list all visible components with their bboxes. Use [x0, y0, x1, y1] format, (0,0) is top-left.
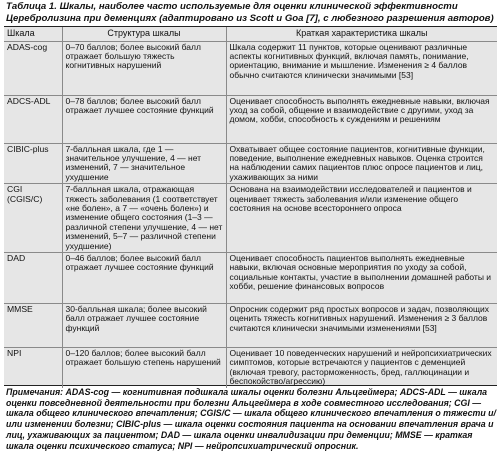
header-structure: Структура шкалы: [62, 27, 226, 41]
header-description: Краткая характеристика шкалы: [226, 27, 497, 41]
scale-structure: 30-балльная шкала; более высокий балл отражает лучшее состояние функций: [62, 303, 226, 347]
scale-name: CIBIC-plus: [4, 143, 62, 184]
scale-description: Основана на взаимодействии исследователей и пациентов и оценивает тяжесть заболевания и/или изменение общего состояния на основе всестороннего опроса: [226, 184, 497, 253]
table-row: [4, 41, 497, 95]
scale-structure: 0–70 баллов; более высокий балл отражает большую тяжесть когнитивных нарушений: [62, 41, 226, 95]
table-row: [4, 95, 497, 143]
table-row: [4, 252, 497, 303]
table-caption: Таблица 1. Шкалы, наиболее часто используемые для оценки клинической эффективности Церебролизина при деменциях (адаптировано из Scott и Goa [7], с любезного разрешения авторов): [6, 1, 494, 24]
table-row: [4, 143, 497, 184]
scale-structure: 0–120 баллов; более высокий балл отражает большую степень нарушений: [62, 347, 226, 387]
scale-name: DAD: [4, 252, 62, 303]
scales-table: [4, 27, 497, 388]
table-row: [4, 347, 497, 387]
scales-table-container: [4, 26, 497, 386]
scale-description: Оценивает 10 поведенческих нарушений и нейропсихиатрических симптомов, которые встречаются у пациентов с деменцией (включая тревогу, расторможенность, бред, галлюцинации и беспокойство/агрессию): [226, 347, 497, 387]
header-scale: Шкала: [4, 27, 62, 41]
scale-description: Охватывает общее состояние пациентов, когнитивные функции, поведение, выполнение ежедневных навыков. Оценка строится на наблюдении самих пациентов плюс опросе пациентов и лиц, ухаживающих за ними: [226, 143, 497, 184]
scale-name: MMSE: [4, 303, 62, 347]
scale-structure: 7-балльная шкала, отражающая тяжесть заболевания (1 соответствует «не болен», а 7 — «очень болен») и изменение общего состояния (1–3 — различной степени улучшение, 4 — нет изменений, 5–7 — различной степени ухудшение): [62, 184, 226, 253]
scale-description: Оценивает способность пациентов выполнять ежедневные навыки, включая основные мероприятия по уходу за собой, социальные контакты, участие в выполнении домашней работы и хобби, решение финансовых вопросов: [226, 252, 497, 303]
table-header-row: [4, 27, 497, 41]
scale-name: NPI: [4, 347, 62, 387]
table-footnotes: Примечания: ADAS-cog — когнитивная подшкала шкалы оценки болезни Альцгеймера; ADCS-ADL — шкала оценки повседневной деятельности при болезни Альцгеймера в ходе совместного исследования; CGI — шкала общего клинического впечатления; CGIS/C — шкала общего клинического впечатления о тяжести и/или изменении болезни; CIBIC-plus — шкала оценки состояния пациента на основании впечатления врача и лиц, ухаживающих за пациентом; DAD — шкала оценки инвалидизации при деменции; MMSE — краткая шкала оценки психического статуса; NPI — нейропсихиатрический опросник.: [6, 387, 496, 451]
scale-structure: 0–78 баллов; более высокий балл отражает лучшее состояние функций: [62, 95, 226, 143]
scale-description: Шкала содержит 11 пунктов, которые оценивают различные аспекты когнитивных функций, включая память, понимание, ориентацию, внимание и мышление. Изменения ≥ 4 баллов обычно считаются клинически значимыми [53]: [226, 41, 497, 95]
table-row: [4, 303, 497, 347]
table-row: [4, 184, 497, 253]
scale-structure: 0–46 баллов; более высокий балл отражает лучшее состояние функций: [62, 252, 226, 303]
scale-name: CGI (CGIS/C): [4, 184, 62, 253]
scale-structure: 7-балльная шкала, где 1 — значительное улучшение, 4 — нет изменений, 7 — значительное ухудшение: [62, 143, 226, 184]
scale-name: ADAS-cog: [4, 41, 62, 95]
scale-name: ADCS-ADL: [4, 95, 62, 143]
scale-description: Опросник содержит ряд простых вопросов и задач, позволяющих оценить тяжесть когнитивных нарушений. Изменения ≥ 3 баллов считаются клинически значимыми изменениями [53]: [226, 303, 497, 347]
scale-description: Оценивает способность выполнять ежедневные навыки, включая уход за собой, общение и взаимодействие с другими, уход за домом, хобби, способность к суждениям и решениям: [226, 95, 497, 143]
